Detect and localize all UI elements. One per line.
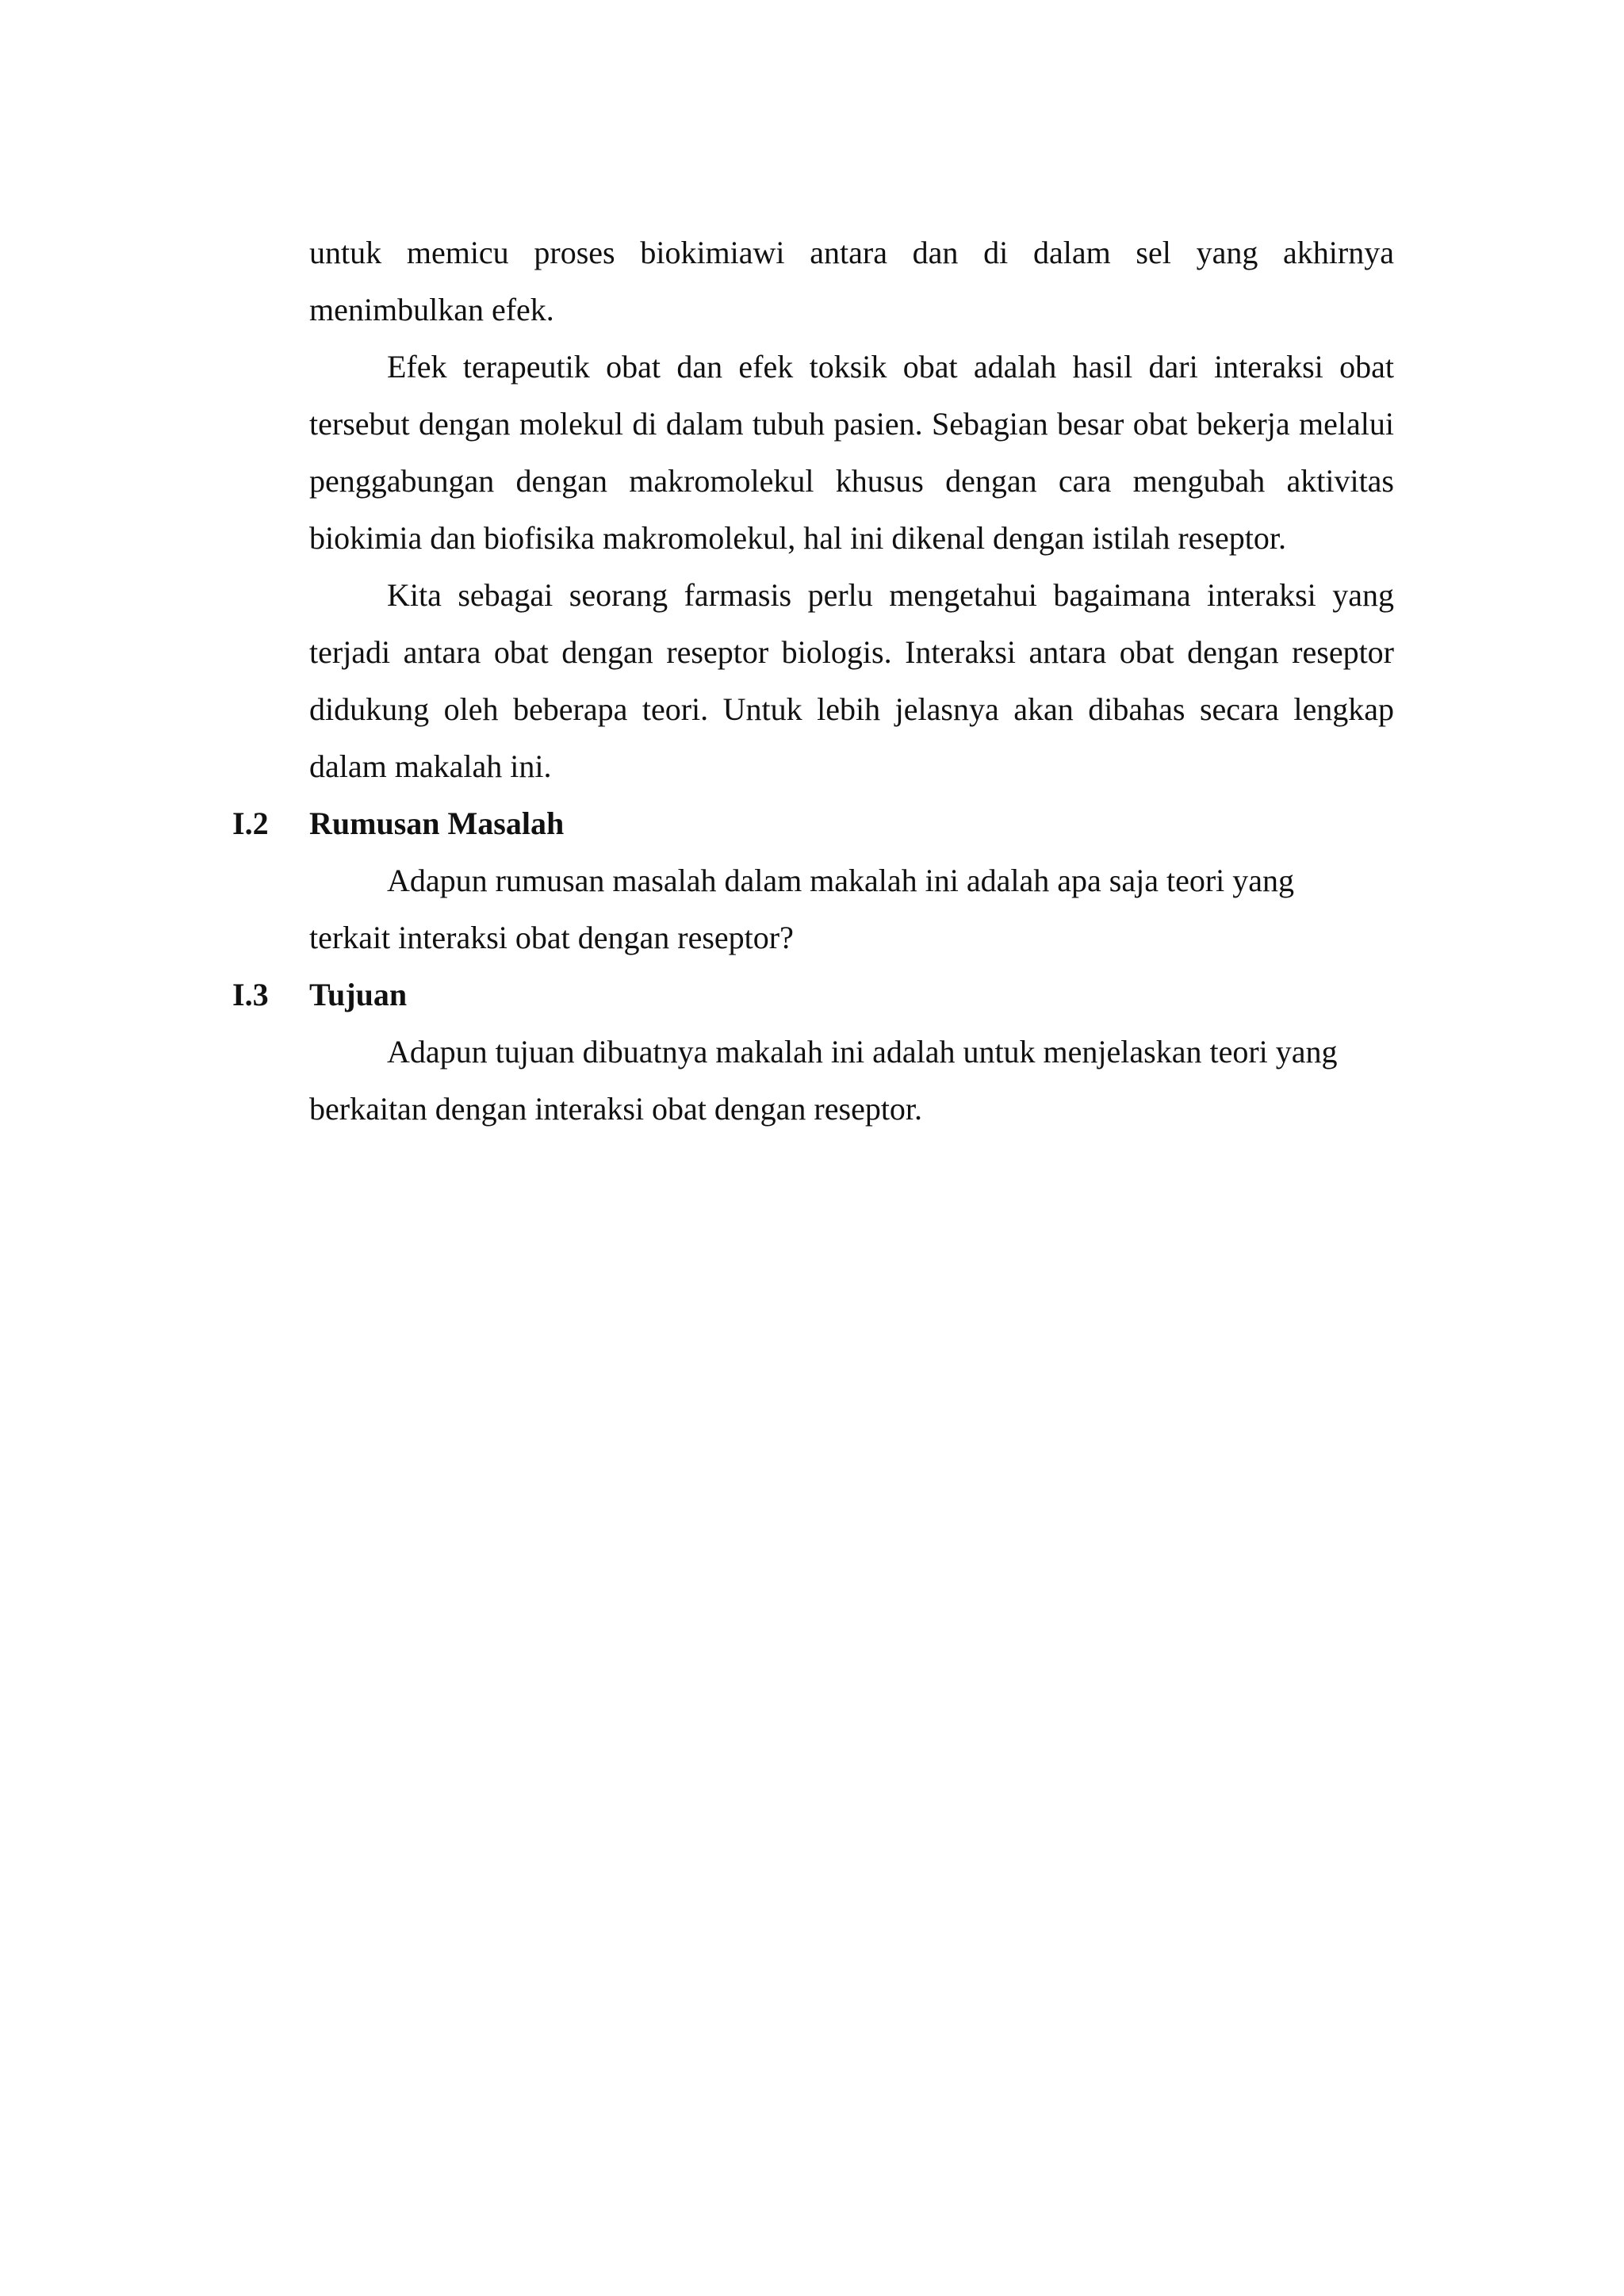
section-number: I.2	[232, 806, 269, 841]
section-title: Tujuan	[309, 977, 408, 1012]
paragraph-drug-effects: Efek terapeutik obat dan efek toksik obat adalah hasil dari interaksi obat tersebut dengan molekul di dalam tubuh pasien. Sebagian besar obat bekerja melalui penggabungan dengan makromolekul khusus dengan cara mengubah aktivitas biokimia dan biofisika makromolekul, hal ini dikenal dengan istilah reseptor.	[309, 349, 1394, 556]
body-text	[232, 224, 1394, 1138]
paragraph-continued: untuk memicu proses biokimiawi antara dan di dalam sel yang akhirnya menimbulkan efek.	[309, 235, 1394, 327]
paragraph-tujuan: Adapun tujuan dibuatnya makalah ini adalah untuk menjelaskan teori yang berkaitan dengan interaksi obat dengan reseptor.	[309, 1034, 1338, 1127]
section-title: Rumusan Masalah	[309, 806, 565, 841]
section-heading-tujuan	[232, 966, 1394, 1024]
paragraph-rumusan-masalah: Adapun rumusan masalah dalam makalah ini adalah apa saja teori yang terkait interaksi obat dengan reseptor?	[309, 863, 1295, 955]
paragraph-pharmacist: Kita sebagai seorang farmasis perlu mengetahui bagaimana interaksi yang terjadi antara obat dengan reseptor biologis. Interaksi antara obat dengan reseptor didukung oleh beberapa teori. Untuk lebih jelasnya akan dibahas secara lengkap dalam makalah ini.	[309, 577, 1394, 784]
section-heading-rumusan-masalah	[232, 795, 1394, 852]
section-number: I.3	[232, 977, 269, 1012]
